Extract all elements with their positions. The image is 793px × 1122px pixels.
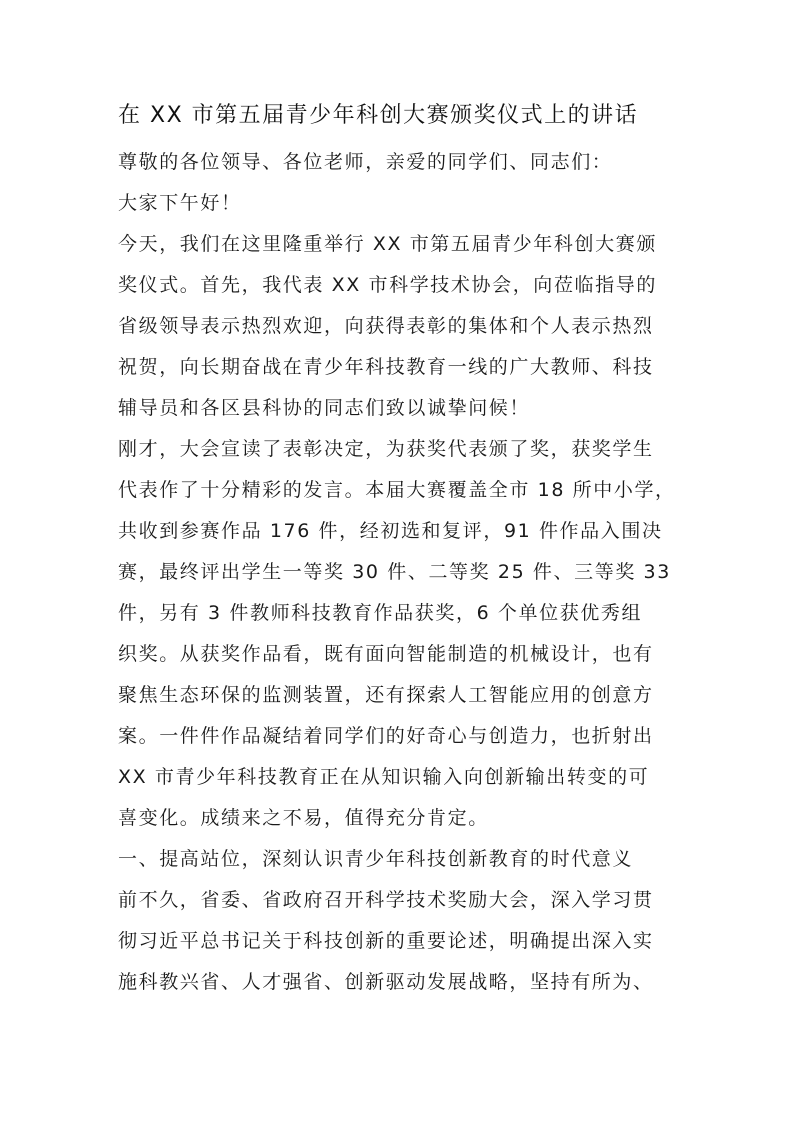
text-line: 施科教兴省、人才强省、创新驱动发展战略，坚持有所为、 (118, 971, 654, 993)
text-line: 聚焦生态环保的监测装置，还有探索人工智能应用的创意方 (118, 684, 654, 706)
text-line: 赛，最终评出学生一等奖 30 件、二等奖 25 件、三等奖 33 (118, 561, 671, 583)
text-line: 共收到参赛作品 176 件，经初选和复评，91 件作品入围决 (118, 520, 663, 542)
text-line: 前不久，省委、省政府召开科学技术奖励大会，深入学习贯 (118, 889, 654, 911)
text-line: 代表作了十分精彩的发言。本届大赛覆盖全市 18 所中小学， (118, 479, 676, 501)
text-line: 今天，我们在这里隆重举行 XX 市第五届青少年科创大赛颁 (118, 233, 657, 255)
text-line: XX 市青少年科技教育正在从知识输入向创新输出转变的可 (118, 766, 650, 788)
text-line: 尊敬的各位领导、各位老师，亲爱的同学们、同志们： (118, 151, 613, 173)
text-line: 大家下午好！ (118, 192, 242, 214)
text-line: 喜变化。成绩来之不易，值得充分肯定。 (118, 807, 489, 829)
text-line: 件，另有 3 件教师科技教育作品获奖，6 个单位获优秀组 (118, 602, 643, 624)
text-line: 案。一件件作品凝结着同学们的好奇心与创造力，也折射出 (118, 725, 654, 747)
speech-title: 在 XX 市第五届青少年科创大赛颁奖仪式上的讲话 (118, 103, 639, 128)
text-line: 省级领导表示热烈欢迎，向获得表彰的集体和个人表示热烈 (118, 315, 654, 337)
text-line: 奖仪式。首先，我代表 XX 市科学技术协会，向莅临指导的 (118, 274, 657, 296)
text-line: 祝贺，向长期奋战在青少年科技教育一线的广大教师、科技 (118, 356, 654, 378)
text-line: 辅导员和各区县科协的同志们致以诚挚问候！ (118, 397, 531, 419)
section-heading: 一、提高站位，深刻认识青少年科技创新教育的时代意义 (118, 848, 634, 870)
text-line: 彻习近平总书记关于科技创新的重要论述，明确提出深入实 (118, 930, 654, 952)
text-line: 刚才，大会宣读了表彰决定，为获奖代表颁了奖，获奖学生 (118, 438, 654, 460)
text-line: 织奖。从获奖作品看，既有面向智能制造的机械设计，也有 (118, 643, 654, 665)
speech-body (118, 142, 678, 1003)
